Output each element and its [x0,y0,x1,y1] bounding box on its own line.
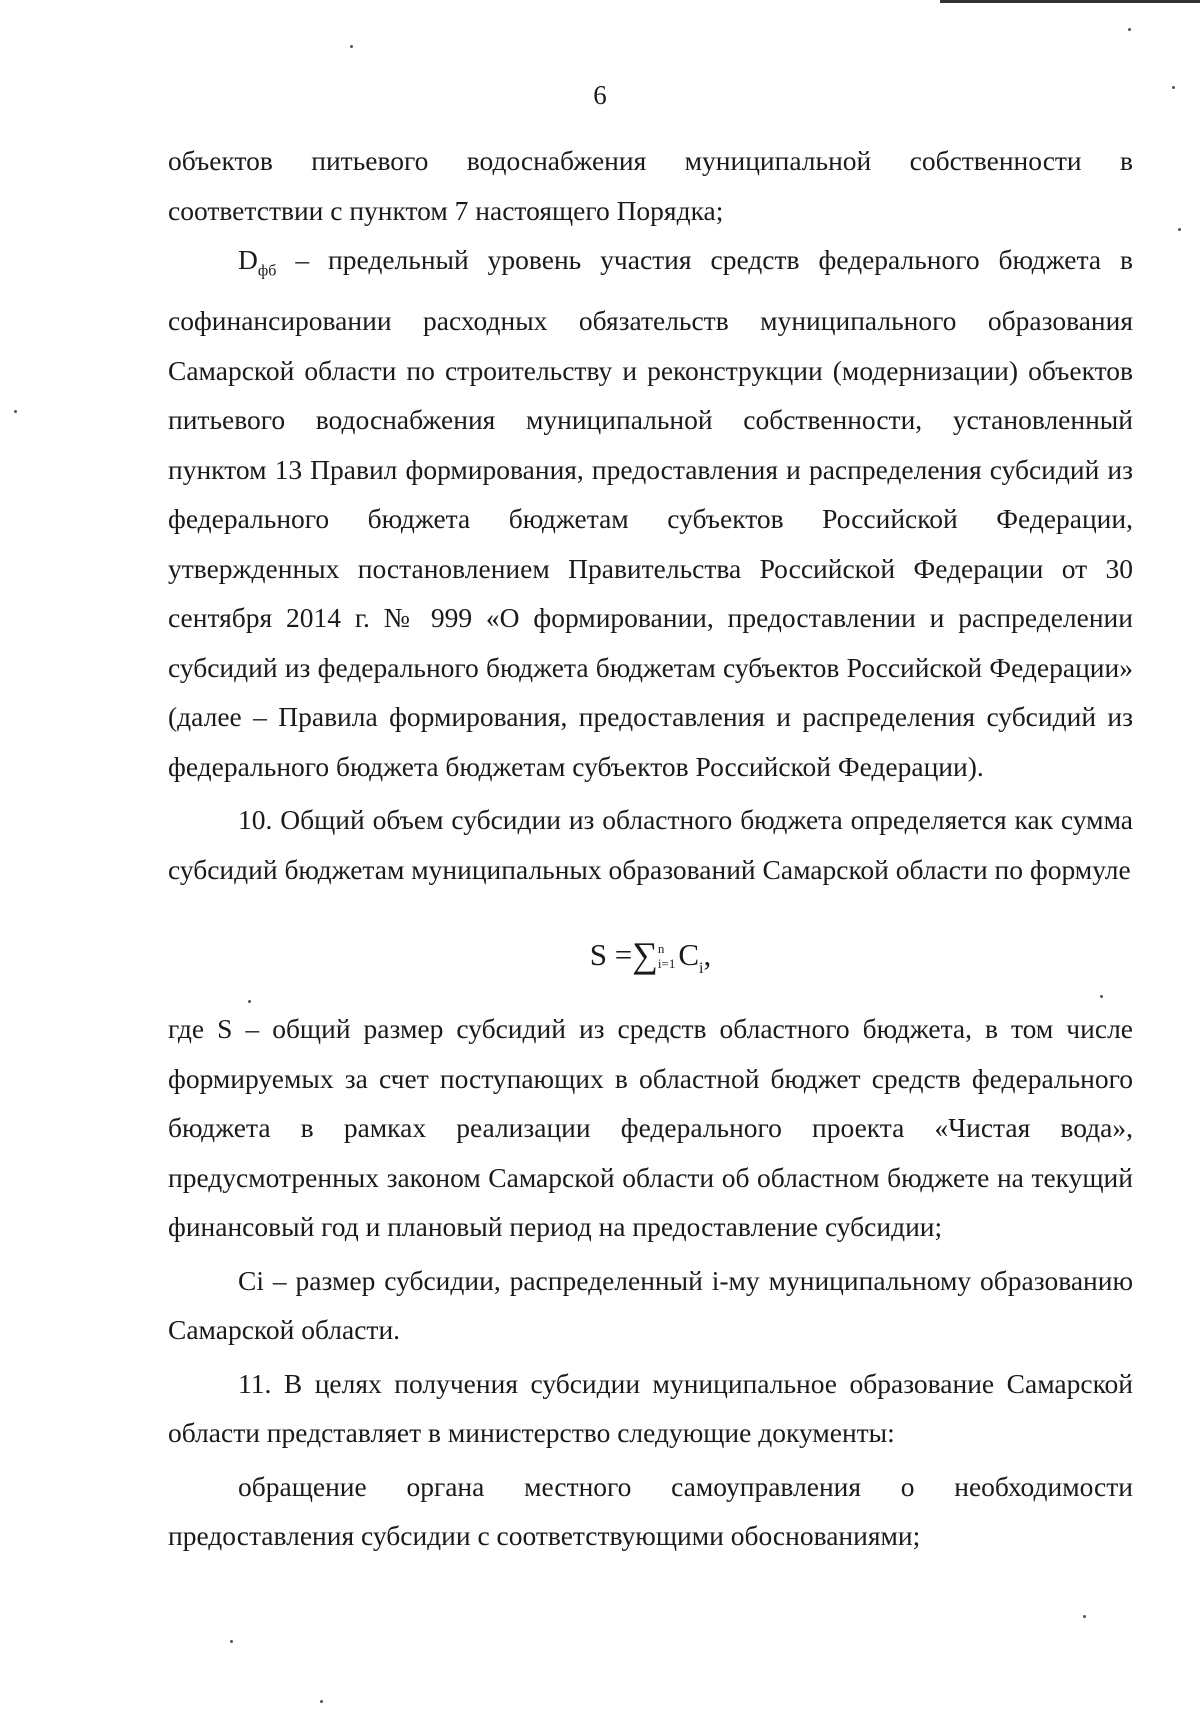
formula-term-subscript: i [699,960,704,977]
sum-formula [168,906,1133,1000]
paragraph-dfb-definition: $D_{фб}$ – предельный уровень участия средств федерального бюджета в софинансировании расходных обязательств муниципального образования Самарской области по строительству и реконструкции (модернизации) объектов питьевого водоснабжения муниципальной собственности, установленный пунктом 13 Правил формирования, предоставления и распределения субсидий из федерального бюджета бюджетам субъектов Российской Федерации, утвержденных постановлением Правительства Российской Федерации от 30 сентября 2014 г. № 999 «О формировании, предоставлении и распределении субсидий из федерального бюджета бюджетам субъектов Российской Федерации» (далее – Правила формирования, предоставления и распределения субсидий из федерального бюджета бюджетам субъектов Российской Федерации). [168,244,1133,782]
paragraph: объектов питьевого водоснабжения муниципальной собственности в соответствии с пунктом 7 настоящего Порядка; [168,145,1133,226]
formula-lhs: S [589,937,607,972]
sum-limits [658,941,675,971]
scan-speck [350,45,353,48]
scan-speck [1083,1615,1086,1618]
formula-term: C [678,937,700,972]
document-body [168,136,1133,1561]
sigma-symbol: ∑ [632,935,658,975]
sum-lower-limit: i=1 [657,955,676,971]
paragraph: обращение органа местного самоуправления о необходимости предоставления субсидии с соответствующими обоснованиями; [168,1470,1133,1551]
dfb-symbol: $D_{фб}$ [238,244,277,280]
top-edge-rule [940,0,1200,3]
paragraph: 10. Общий объем субсидии из областного бюджета определяется как сумма субсидий бюджетам муниципальных образований Самарской области по формуле [168,804,1133,885]
scan-speck [1178,228,1181,231]
paragraph: 11. В целях получения субсидии муниципальное образование Самарской области представляет в министерство следующие документы: [168,1367,1133,1448]
scan-speck [1128,28,1131,31]
scan-speck [14,410,17,413]
scan-speck [230,1640,233,1643]
paragraph: Ci – размер субсидии, распределенный i-му муниципальному образованию Самарской области. [168,1264,1133,1345]
paragraph: где S – общий размер субсидий из средств областного бюджета, в том числе формируемых за счет поступающих в областной бюджет средств федерального бюджета в рамках реализации федерального проекта «Чистая вода», предусмотренных законом Самарской области об областном бюджете на текущий финансовый год и плановый период на предоставление субсидии; [168,1013,1133,1242]
scan-speck [320,1700,323,1703]
page-number: 6 [593,80,607,110]
sum-upper-limit: n [657,940,665,956]
formula-equals: = [614,937,633,972]
formula-trailing: , [703,937,712,972]
